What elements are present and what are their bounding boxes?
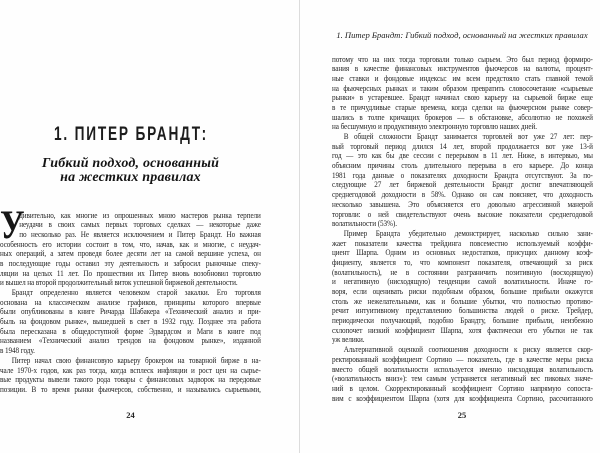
text-line: названием «Технический анализ трендов на фондовом рынке», изданной <box>0 336 261 346</box>
text-line: Пример Брандта убедительно демонстрирует, насколько сильно зани- <box>343 228 593 238</box>
text-line: вые продукты вывели такого рода товары с финансовых задворок на передовые <box>0 375 261 385</box>
text-line: 1981 года данные о показателях доходности Брандта отсутствуют. За по- <box>332 170 593 180</box>
text-line: циент Шарпа. Одним из основных недостатков, присущих данному коэф- <box>332 248 593 258</box>
paragraph <box>332 55 593 133</box>
text-line: были опубликованы в книге Ричарда Шабакера «Технический анализ и при- <box>0 307 261 317</box>
running-header: 1. Питер Брандт: Гибкий подход, основанный на жестких правилах <box>336 30 588 40</box>
text-line: рынки» в устаревшее. Брандт начинал свою карьеру на сырьевой бирже еще <box>332 93 593 103</box>
chapter-heading-text: 1. ПИТЕР БРАНДТ: <box>53 124 208 145</box>
text-line: ректированный коэффициент Сортино — показатель, где в качестве меры риска <box>332 354 593 364</box>
body-text-right <box>332 55 593 404</box>
text-line: и негативную (нисходящую) тенденции самой волатильности. Иначе го- <box>332 277 593 287</box>
text-line: в последующие годы оставил эту деятельность и забросил рыночные спеку- <box>0 258 261 268</box>
text-line: на жестких правилах <box>60 170 201 186</box>
text-line: схлопочет низкий коэффициент Шарпа, хотя фактически его убытки не так <box>332 325 593 335</box>
text-line: позиции. В то время рынки фьючерсов, собственно, и назывались сырьевыми, <box>0 384 261 394</box>
page-number-right: 25 <box>457 410 467 420</box>
text-line: речит интуитивному представлению большинства людей о риске. Трейдер, <box>332 306 593 316</box>
text-line: ных операций, а затем проведя более десяти лет на самой вершине успеха, он <box>0 249 261 259</box>
text-line: воря, если оценивать риски подобным образом, большие прибыли окажутся <box>332 287 593 296</box>
paragraph <box>332 345 593 403</box>
text-line: Брандт определенно является человеком старой закалки. Его торговля <box>11 288 261 297</box>
text-line: дивительно, как многие из опрошенных мною мастеров рынка терпели <box>19 210 261 220</box>
text-line: потому что на них тогда торговали только сырьем. Это был период формиро- <box>332 54 593 64</box>
text-line: и вышел на второй продолжительный виток успешной биржевой деятельности. <box>0 278 238 288</box>
paragraph <box>332 229 593 345</box>
text-line: ные ставки и фондовые индексы: им всем предстояло стать главной темой <box>332 73 593 83</box>
text-line: жает показатели качества трейдинга повсеместно используемый коэффи- <box>332 238 593 248</box>
text-line: быль на фондовом рынке», вышедшей в свет в 1932 году. Позднее эта работа <box>0 317 261 327</box>
text-line: ляции на целых 11 лет. По прошествии их Питер вновь возобновил торговлю <box>0 268 261 278</box>
text-line: шались в толпе кричащих брокеров — в обстановке, абсолютно не похожей <box>332 112 593 122</box>
text-line: вим с коэффициентом Шарпа (хотя для коэффициента Сортино, рассчитанного <box>332 393 593 403</box>
text-line: В общей сложности Брандт занимается торговлей вот уже 27 лет: пер- <box>343 132 593 141</box>
drop-cap: У <box>0 201 25 247</box>
text-line: вместо общей волатильности используется именно нисходящая волатильность <box>332 364 593 374</box>
text-line: объясним причины столь длительного перерыва в его карьере. До конца <box>332 161 593 171</box>
text-line: вый торговый период длился 14 лет, второй продолжается вот уже 13-й <box>332 141 593 151</box>
text-line: столь же нежелательными, как и большие убытки, что полностью противо- <box>332 296 593 306</box>
text-line: ний в целом. Скорректированный коэффициент Сортино напрямую сопоста- <box>332 383 593 393</box>
text-line: волатильности (53%). <box>332 219 397 229</box>
text-line: («волатильность вниз»): тем самым устраняется негативный вес пиковых значе- <box>332 374 593 384</box>
text-line: среднегодовой доходности в 58%. Однако он сам поясняет, что доходность <box>332 190 593 200</box>
text-line: несколько завышена. Это объясняется его довольно агрессивной манерой <box>332 199 593 209</box>
text-line: вания в качестве финансовых инструментов фьючерсов на валюты, процент- <box>332 64 593 74</box>
text-line: фициенту, является то, что компонент показателя, отвечающий за риск <box>332 257 593 267</box>
text-line: особенность его истории состоит в том, что, начав, как и многие, с неудач- <box>0 239 261 249</box>
text-line: (волатильность), не в состоянии разграничить позитивную (восходящую) <box>332 267 593 277</box>
text-line: в 1948 году. <box>0 346 35 356</box>
text-line: Гибкий подход, основанный <box>41 156 220 171</box>
text-line: неудачи в своих самых первых торговых сделках — некоторые даже <box>19 220 261 230</box>
text-line: Питер начал свою финансовую карьеру брокером на товарной бирже в на- <box>11 355 261 365</box>
text-line: Альтернативной оценкой соотношения доходности к риску является скор- <box>343 345 593 355</box>
text-line: на фьючерсных рынках и таким образом превратить словосочетание «сырьевые <box>332 83 593 93</box>
text-line: уж велики. <box>332 335 365 345</box>
paragraph <box>332 132 593 229</box>
text-line: по несколько раз. Не является исключением и Питер Брандт. Но важная <box>19 229 261 239</box>
text-line: периодически получающий, подобно Брандту, большие прибыли, неизбежно <box>332 316 593 326</box>
page-number-left: 24 <box>126 410 135 420</box>
text-line: следующие 27 лет биржевой деятельности Брандт достиг впечатляющей <box>332 180 593 190</box>
text-line: чале 1970-х годов, как раз тогда, когда всплеск инфляции и рост цен на сырье- <box>0 365 261 375</box>
text-line: в те причудливые старые времена, когда сделки на фьючерсном рынке совер- <box>332 102 593 112</box>
text-line: год — это как бы две сессии с перерывом в 11 лет. Ниже, в интервью, мы <box>332 151 593 161</box>
text-line: была пересказана в общедоступной форме Эдвардсом и Маги в книге под <box>0 326 261 336</box>
text-line: основана на классическом анализе графиков, принципы которого впервые <box>0 297 261 307</box>
text-line: торговли: о ней свидетельствуют очень высокие показатели среднегодовой <box>332 209 593 219</box>
text-line: на бесшумную и продуктивную электронную торговлю наших дней. <box>332 122 537 132</box>
